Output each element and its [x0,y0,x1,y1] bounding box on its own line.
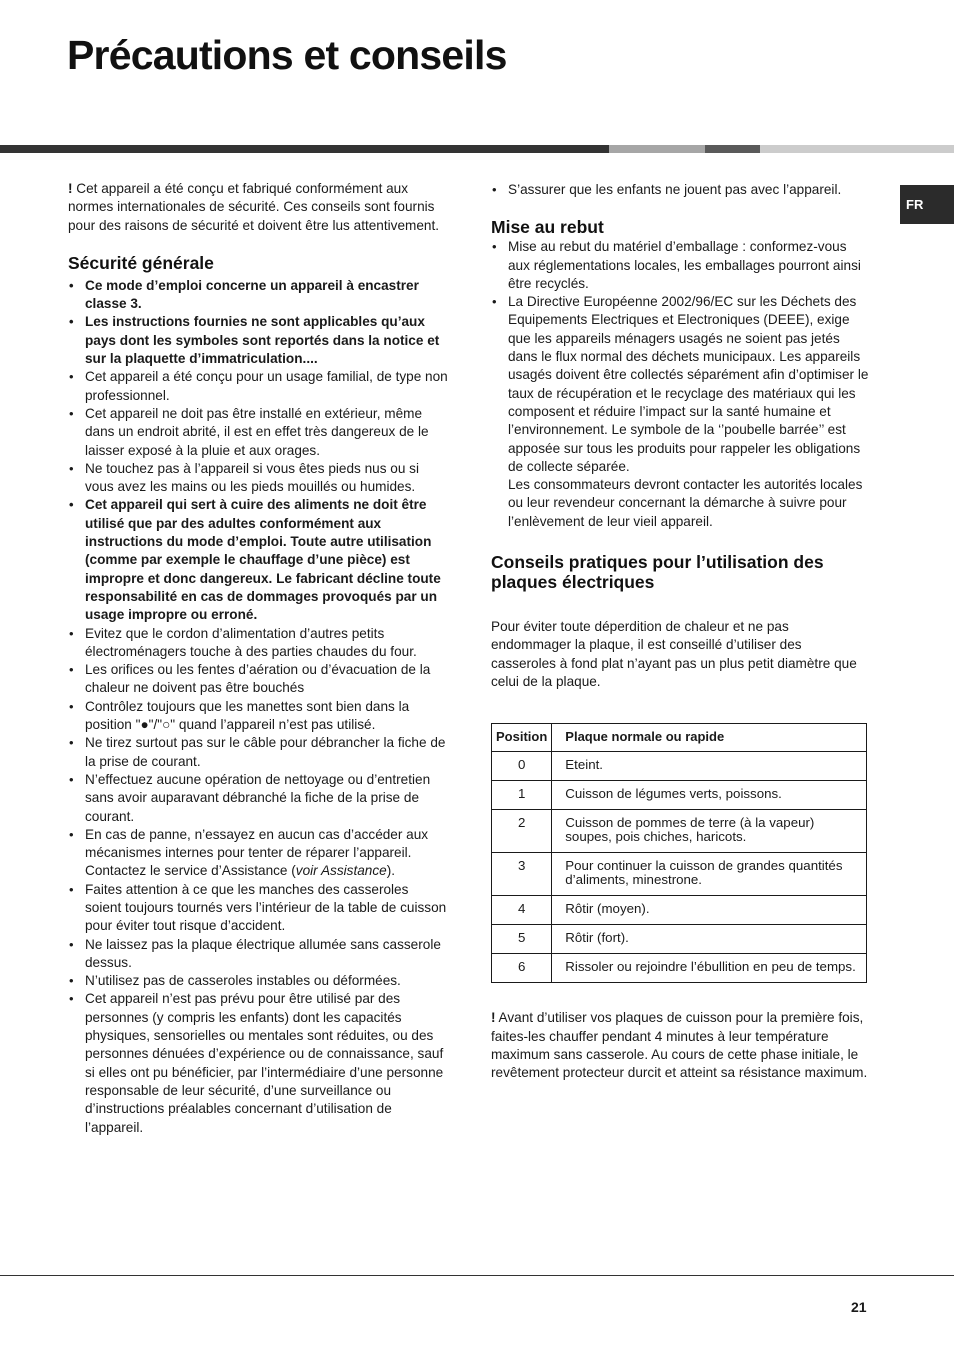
final-warning [491,1009,869,1082]
final-warning-text: Avant d’utiliser vos plaques de cuisson pour la première fois, faites-les chauffer pendant 4 minutes à leur température maximum sans casserole. Au cours de cette phase initiale, le revêtement protecteur durcit et atteint sa résistance maximum. [491,1010,868,1081]
continued-list [491,181,869,199]
list-item: • Ne laissez pas la plaque électrique allumée sans casserole dessus. [68,936,448,973]
cell-description: Rissoler ou rejoindre l’ébullition en peu de temps. [552,954,867,983]
cell-description: Pour continuer la cuisson de grandes quantités d’aliments, minestrone. [552,853,867,896]
header-rule-gray [609,145,705,153]
list-item: • N’utilisez pas de casseroles instables ou déformées. [68,972,448,990]
cell-position: 5 [492,925,552,954]
list-item: • Evitez que le cordon d’alimentation d’autres petits électroménagers touche à des parties chaudes du four. [68,625,448,662]
page-number: 21 [851,1299,867,1315]
list-item: • En cas de panne, n’essayez en aucun cas d’accéder aux mécanismes internes pour tenter de réparer l’appareil. Contactez le service d’Assistance (voir Assistance). [68,826,448,881]
footer-rule [0,1275,954,1276]
table-row [492,896,867,925]
cell-description: Cuisson de pommes de terre (à la vapeur) soupes, pois chiches, haricots. [552,810,867,853]
cell-description: Eteint. [552,752,867,781]
list-item: • Les instructions fournies ne sont applicables qu’aux pays dont les symboles sont reportés dans la notice et sur la plaquette d’immatriculation.... [68,313,448,368]
cell-position: 4 [492,896,552,925]
warning-mark: ! [68,181,73,196]
header-rule-darkgray [705,145,760,153]
list-item: • Mise au rebut du matériel d’emballage : conformez-vous aux réglementations locales, les emballages pourront ainsi être recyclés. [491,238,869,293]
header-plaque: Plaque normale ou rapide [552,724,867,752]
intro-warning [68,180,448,235]
list-item: • Cet appareil qui sert à cuire des aliments ne doit être utilisé que par des adultes conformément aux instructions du mode d’emploi. Toute autre utilisation (comme par exemple le chauffage d’une pièce) est impropre et donc dangereux. Le fabricant décline toute responsabilité en cas de dommages provoqués par un usage impropre ou erroné. [68,496,448,624]
section-heading-mise-au-rebut: Mise au rebut [491,217,604,238]
list-item: • Contrôlez toujours que les manettes sont bien dans la position "●"/"○" quand l’appareil n’est pas utilisé. [68,698,448,735]
cell-description: Rôtir (fort). [552,925,867,954]
mise-au-rebut-list [491,238,869,476]
language-tab: FR [900,185,954,224]
cell-position: 0 [492,752,552,781]
list-item: • Ce mode d’emploi concerne un appareil à encastrer classe 3. [68,277,448,314]
table-header-row [492,724,867,752]
cell-description: Rôtir (moyen). [552,896,867,925]
list-item: • Les orifices ou les fentes d’aération ou d’évacuation de la chaleur ne doivent pas être bouchés [68,661,448,698]
list-item: • Faites attention à ce que les manches des casseroles soient toujours tournés vers l’intérieur de la table de cuisson pour éviter tout risque d’accident. [68,881,448,936]
table-row [492,781,867,810]
section-heading-securite: Sécurité générale [68,252,214,273]
left-column [68,180,448,1137]
header-position: Position [492,724,552,752]
list-item: • Cet appareil n’est pas prévu pour être utilisé par des personnes (y compris les enfants) dont les capacités physiques, sensorielles ou mentales sont réduites, ou des personnes dénuées d’expérience ou de connaissance, sauf si elles ont pu bénéficier, par l’intermédiaire d’une personne responsable de leur sécurité, d’une surveillance ou d’instructions préalables concernant d’utilisation de l’appareil. [68,990,448,1136]
right-column [491,181,869,1082]
conseils-intro: Pour éviter toute déperdition de chaleur et ne pas endommager la plaque, il est conseillé d’utiliser des casseroles à fond plat n’ayant pas un plus petit diamètre que celui de la plaque. [491,619,857,689]
list-item: • S’assurer que les enfants ne jouent pas avec l’appareil. [491,181,869,199]
table-row [492,752,867,781]
cell-position: 1 [492,781,552,810]
cell-position: 6 [492,954,552,983]
intro-text: Cet appareil a été conçu et fabriqué conformément aux normes internationales de sécurité. Ces conseils sont fournis pour des raisons de sécurité et doivent être lus attentivement. [68,181,440,233]
table-row [492,853,867,896]
position-table [491,723,867,983]
cell-position: 3 [492,853,552,896]
list-item: • Cet appareil a été conçu pour un usage familial, de type non professionnel. [68,368,448,405]
header-rule-dark [0,145,609,153]
list-item: • Ne touchez pas à l’appareil si vous êtes pieds nus ou si vous avez les mains ou les pieds mouillés ou humides. [68,460,448,497]
list-item: • La Directive Européenne 2002/96/EC sur les Déchets des Equipements Electriques et Electroniques (DEEE), exige que les appareils ménagers usagés ne soient pas jetés dans le flux normal des déchets municipaux. Les appareils usagés doivent être collectés séparément afin d’optimiser le taux de récupération et le recyclage des matériaux qui les composent et réduire l’impact sur la santé humaine et l’environnement. Le symbole de la ‘’poubelle barrée’’ est apposée sur tous les produits pour rappeler les obligations de collecte séparée. [491,293,869,476]
page-title: Précautions et conseils [67,32,507,78]
table-row [492,925,867,954]
list-item: • Ne tirez surtout pas sur le câble pour débrancher la fiche de la prise de courant. [68,734,448,771]
header-rule-light [760,145,954,153]
securite-list [68,277,448,1137]
table-row [492,954,867,983]
mise-au-rebut-note: Les consommateurs devront contacter les autorités locales ou leur revendeur concernant la démarche à suivre pour l’enlèvement de leur vieil appareil. [508,477,863,529]
list-item: • N’effectuez aucune opération de nettoyage ou d’entretien sans avoir auparavant débranché la fiche de la prise de courant. [68,771,448,826]
warning-mark: ! [491,1010,496,1026]
list-item: • Cet appareil ne doit pas être installé en extérieur, même dans un endroit abrité, il est en effet très dangereux de le laisser exposé à la pluie et aux orages. [68,405,448,460]
section-heading-conseils: Conseils pratiques pour l’utilisation des plaques électriques [491,552,824,593]
cell-description: Cuisson de légumes verts, poissons. [552,781,867,810]
cell-position: 2 [492,810,552,853]
table-row [492,810,867,853]
